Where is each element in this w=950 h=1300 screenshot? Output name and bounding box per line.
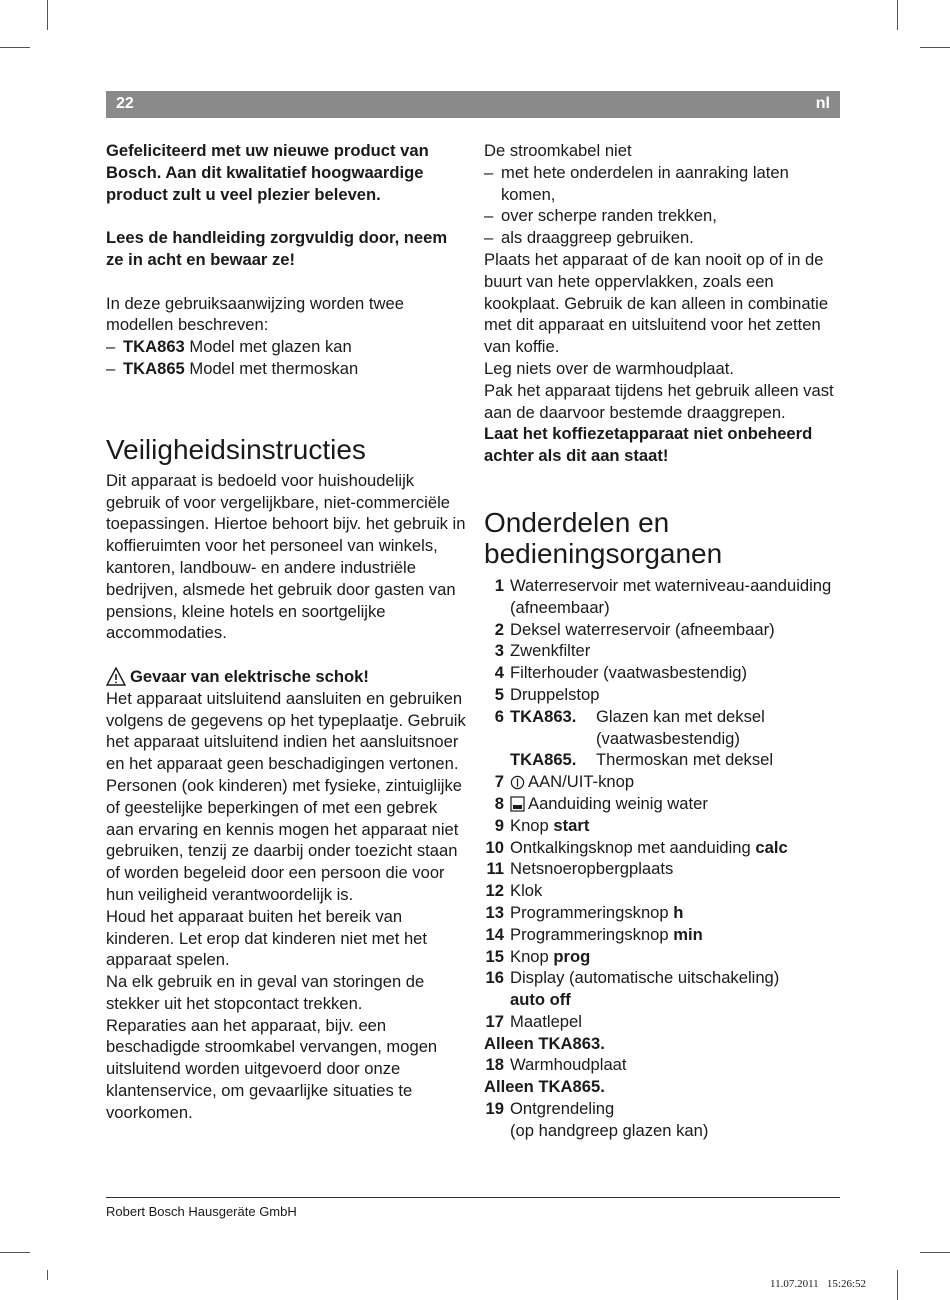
model-item: – TKA863 Model met glazen kan xyxy=(106,337,352,357)
list-item: 1 Waterreservoir met waterniveau-aanduiding (afneembaar) xyxy=(494,575,832,617)
list-item: 9 Knop start xyxy=(494,815,590,835)
model-desc: Model met glazen kan xyxy=(184,337,352,357)
cable-intro: De stroomkabel niet xyxy=(484,141,632,160)
model-code: TKA863 xyxy=(123,337,185,357)
only-tka863-label: Alleen TKA863. xyxy=(484,1033,605,1053)
list-item: 6 TKA863. Glazen kan met deksel (vaatwasbestendig) xyxy=(494,706,765,748)
safety-text: Dit apparaat is bedoeld voor huishoudelijk gebruik of voor vergelijkbare, niet-commerciële toepassingen. Hiertoe behoort bijv. het gebruik in koffieruimten voor het personeel van winkels, kantoren, landbouw- en andere industriële bedrijven, alsmede het gebruik door gasten van pensions, kleine hotels en soortgelijke accommodaties. xyxy=(106,470,466,643)
model-code: TKA865 xyxy=(123,358,185,378)
list-item: 11 Netsnoeropbergplaats xyxy=(486,859,674,879)
warning-title: Gevaar van elektrische schok! xyxy=(130,666,369,686)
safety-paragraph: Leg niets over de warmhoudplaat. xyxy=(484,358,734,378)
cable-item: – met hete onderdelen in aanraking laten komen, xyxy=(484,162,789,204)
page-number: 22 xyxy=(116,95,134,112)
cable-item: – als draaggreep gebruiken. xyxy=(484,228,694,248)
list-item: 12 Klok xyxy=(485,881,543,901)
crop-mark xyxy=(0,1252,30,1253)
list-item: 16 Display (automatische uitschakeling) auto off xyxy=(485,968,780,1010)
warning-paragraph: Personen (ook kinderen) met fysieke, zintuiglijke of geestelijke beperkingen of met een gebrek aan ervaring en kennis mogen het apparaat niet gebruiken, tenzij ze daarbij onder toezicht staan of worden begeleid door een persoon die voor hun veiligheid verantwoordelijk is. xyxy=(106,775,463,904)
model-item: – TKA865 Model met thermoskan xyxy=(106,358,359,378)
list-item: 10 Ontkalkingsknop met aanduiding calc xyxy=(485,837,788,857)
page-header-bar xyxy=(106,91,840,118)
crop-mark xyxy=(0,47,30,48)
list-item: 19 Ontgrendeling (op handgreep glazen kan) xyxy=(485,1099,709,1140)
crop-mark xyxy=(920,47,950,48)
safety-heading: Veiligheidsinstructies xyxy=(106,433,366,465)
print-timestamp: 11.07.2011 15:26:52 xyxy=(770,1278,867,1290)
warning-paragraph: Na elk gebruik en in geval van storingen de stekker uit het stopcontact trekken. xyxy=(106,972,425,1013)
list-item: 2 Deksel waterreservoir (afneembaar) xyxy=(494,619,775,639)
crop-mark xyxy=(47,1270,48,1280)
models-intro: In deze gebruiksaanwijzing worden twee modellen beschreven: xyxy=(106,293,404,335)
water-tank-icon xyxy=(510,796,525,812)
warning-paragraph: Reparaties aan het apparaat, bijv. een beschadigde stroomkabel vervangen, mogen uitsluitend worden uitgevoerd door onze klantenservice, om gevaarlijke situaties te voorkomen. xyxy=(106,1015,438,1122)
language-code: nl xyxy=(815,95,830,112)
list-item: 3 Zwenkfilter xyxy=(494,641,591,661)
right-column xyxy=(484,140,840,1142)
list-item: 7 AAN/UIT-knop xyxy=(494,772,635,792)
list-item: 4 Filterhouder (vaatwasbestendig) xyxy=(494,663,748,683)
list-item: 13 Programmeringsknop h xyxy=(485,902,684,922)
left-column xyxy=(106,140,466,1124)
crop-mark xyxy=(897,1270,898,1300)
footer-company: Robert Bosch Hausgeräte GmbH xyxy=(106,1204,297,1219)
parts-list xyxy=(484,575,840,1142)
model-desc: Model met thermoskan xyxy=(184,358,359,378)
warning-paragraph: Houd het apparaat buiten het bereik van kinderen. Let erop dat kinderen niet met het apparaat spelen. xyxy=(106,906,428,970)
intro-read-manual: Lees de handleiding zorgvuldig door, neem ze in acht en bewaar ze! xyxy=(106,228,448,269)
unattended-warning: Laat het koffiezetapparaat niet onbeheerd achter als dit aan staat! xyxy=(484,424,813,466)
warning-heading xyxy=(106,666,466,688)
list-item: 15 Knop prog xyxy=(485,946,591,966)
crop-mark xyxy=(47,0,48,30)
cable-item: – over scherpe randen trekken, xyxy=(484,206,717,226)
list-item: 5 Druppelstop xyxy=(494,684,600,704)
warning-triangle-icon xyxy=(106,667,126,686)
crop-mark xyxy=(897,0,898,30)
list-item: 18 Warmhoudplaat xyxy=(485,1055,627,1075)
list-item: 14 Programmeringsknop min xyxy=(485,924,703,944)
intro-congratulations: Gefeliciteerd met uw nieuwe product van Bosch. Aan dit kwalitatief hoogwaardige product zult u veel plezier beleven. xyxy=(106,141,429,204)
only-tka865-label: Alleen TKA865. xyxy=(484,1077,605,1097)
parts-heading: Onderdelen en bedieningsorganen xyxy=(484,506,723,569)
list-item: 8 Aanduiding weinig water xyxy=(494,793,708,813)
footer-rule xyxy=(106,1197,840,1198)
power-icon xyxy=(510,775,525,790)
crop-mark xyxy=(920,1252,950,1253)
list-item: 17 Maatlepel xyxy=(485,1011,582,1031)
list-item: TKA865. Thermoskan met deksel xyxy=(510,750,774,770)
safety-paragraph: Plaats het apparaat of de kan nooit op of in de buurt van hete oppervlakken, zoals een kookplaat. Gebruik de kan alleen in combinatie met dit apparaat en uitsluitend voor het zetten van koffie. xyxy=(484,249,829,357)
safety-paragraph: Pak het apparaat tijdens het gebruik alleen vast aan de daarvoor bestemde draaggrepen. xyxy=(484,380,834,422)
warning-paragraph: Het apparaat uitsluitend aansluiten en gebruiken volgens de gegevens op het typeplaatje. Gebruik het apparaat uitsluitend indien het aansluitsnoer en het apparaat geen beschadigingen vertonen. xyxy=(106,688,466,774)
